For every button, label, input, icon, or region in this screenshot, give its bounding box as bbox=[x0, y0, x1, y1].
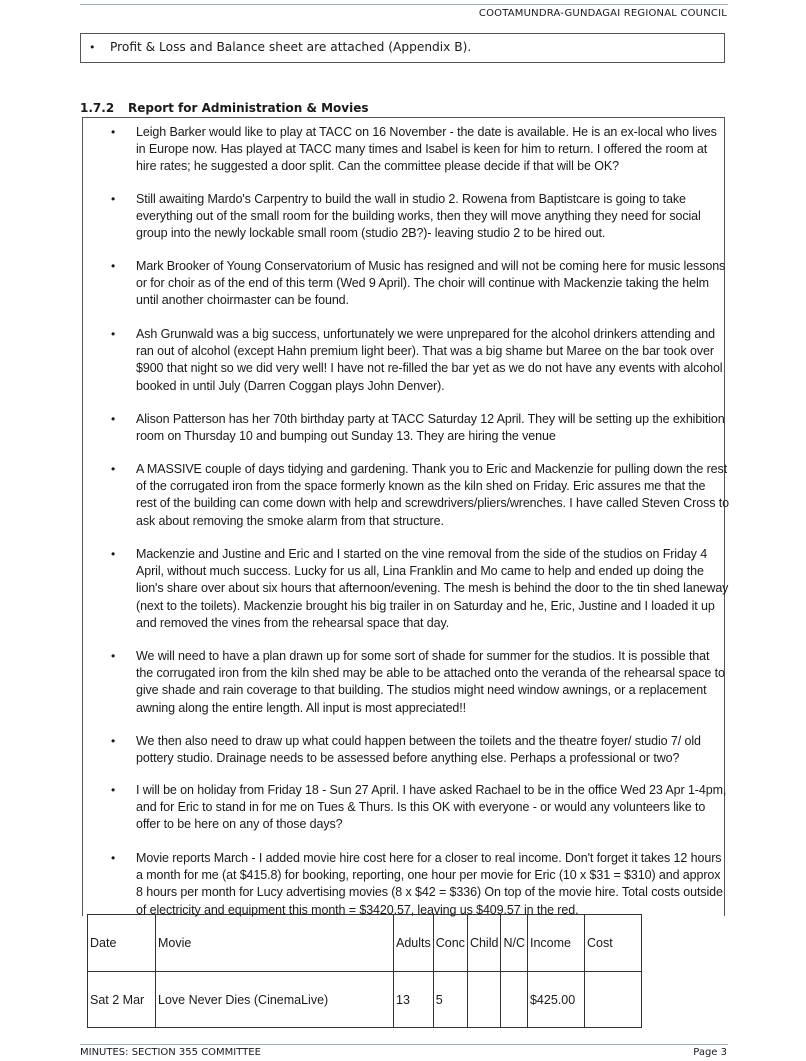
text-line: of electricity and equipment this month = $3420.57, leaving us $409.57 in the red. bbox=[136, 902, 579, 917]
text-line: in Europe now. Has played at TACC many times and Isabel is keen for him to return. I offered the room at bbox=[136, 142, 708, 157]
footer-committee: MINUTES: SECTION 355 COMMITTEE bbox=[80, 1047, 261, 1058]
cell-adults: 13 bbox=[394, 972, 434, 1028]
footer-rule bbox=[80, 1044, 728, 1045]
text-line: A MASSIVE couple of days tidying and gardening. Thank you to Eric and Mackenzie for pulling down the rest bbox=[136, 462, 728, 476]
bullet: • bbox=[111, 851, 116, 865]
list-item-text bbox=[136, 733, 721, 767]
section-number: 1.7.2 bbox=[80, 101, 115, 115]
text-line: Leigh Barker would like to play at TACC on 16 November - the date is available. He is an ex-local who lives bbox=[136, 125, 717, 139]
appendix-note-box bbox=[80, 33, 725, 63]
list-item-text bbox=[136, 411, 725, 445]
cell-date: Sat 2 Mar bbox=[88, 972, 156, 1028]
table-row bbox=[88, 972, 642, 1028]
text-line: a month for me (at $415.8) for booking, reporting, one hour per movie for Eric (10 x $31 = $310) and approx bbox=[136, 868, 721, 883]
text-line: I will be on holiday from Friday 18 - Sun 27 April. I have asked Rachael to be in the office Wed 23 Apr 1-4pm, bbox=[136, 783, 727, 797]
list-item-text bbox=[136, 258, 726, 310]
text-line: and for Eric to stand in for me on Tues & Thurs. Is this OK with everyone - or would any volunteers like to bbox=[136, 800, 706, 815]
text-line: Alison Patterson has her 70th birthday party at TACC Saturday 12 April. They will be setting up the exhibition bbox=[136, 412, 725, 426]
cell-movie: Love Never Dies (CinemaLive) bbox=[156, 972, 394, 1028]
list-item-text bbox=[136, 124, 721, 176]
bullet: • bbox=[111, 259, 116, 273]
text-line: of the corrugated iron from the space formerly known as the kiln shed on Friday. Eric assures me that the bbox=[136, 479, 706, 494]
text-line: We will need to have a plan drawn up for some sort of shade for summer for the studios. It is possible that bbox=[136, 649, 710, 663]
text-line: (next to the toilets). Mackenzie brought his big trailer in on Saturday and he, Eric, Justine and I loaded it up bbox=[136, 598, 715, 613]
council-name: COOTAMUNDRA-GUNDAGAI REGIONAL COUNCIL bbox=[478, 8, 727, 19]
text-line: or for choir as of the end of this term (Wed 9 April). The choir will continue with Mackenzie taking the helm bbox=[136, 276, 709, 291]
text-line: and removed the vines from the rehearsal space that day. bbox=[136, 615, 450, 630]
list-item-text bbox=[136, 191, 721, 243]
text-line: Mark Brooker of Young Conservatorium of Music has resigned and will not be coming here for music lessons bbox=[136, 259, 726, 273]
bullet: • bbox=[111, 125, 116, 139]
list-item-text bbox=[136, 326, 721, 395]
section-title: Report for Administration & Movies bbox=[128, 101, 369, 115]
page-number: Page 3 bbox=[693, 1047, 727, 1058]
report-box bbox=[82, 117, 729, 917]
bullet: • bbox=[111, 327, 116, 341]
text-line: offer to be here on any of those days? bbox=[136, 817, 343, 832]
list-item-text bbox=[136, 648, 725, 717]
text-line: April, without much success. Lucky for us all, Lina Franklin and Mo came to help and ended up doing the bbox=[136, 564, 704, 579]
header-child: Child bbox=[467, 915, 501, 972]
cell-income: $425.00 bbox=[527, 972, 584, 1028]
bullet: • bbox=[111, 462, 116, 476]
cell-child bbox=[467, 972, 501, 1028]
header-rule bbox=[80, 4, 728, 5]
header-cost: Cost bbox=[584, 915, 641, 972]
text-line: awning along the entire length. All input is most appreciated!! bbox=[136, 700, 467, 715]
section-heading bbox=[80, 101, 369, 115]
header-nc: N/C bbox=[501, 915, 528, 972]
text-line: We then also need to draw up what could happen between the toilets and the theatre foyer/ studio 7/ old bbox=[136, 734, 701, 748]
text-line: until another choirmaster can be found. bbox=[136, 293, 349, 308]
bullet: • bbox=[111, 412, 116, 426]
text-line: booked in until July (Darren Coggan plays John Denver). bbox=[136, 378, 445, 393]
text-line: Movie reports March - I added movie hire cost here for a closer to real income. Don't forget it takes 12 hours bbox=[136, 851, 722, 865]
text-line: group into the newly lockable small room (studio 2B?)- leaving studio 2 to be hired out. bbox=[136, 226, 606, 241]
text-line: pottery studio. Drainage needs to be assessed before anything else. Perhaps a professional or two? bbox=[136, 751, 680, 766]
text-line: lion's share over about six hours that afternoon/evening. The mesh is behind the door to the tin shed laneway bbox=[136, 581, 729, 596]
text-line: ran out of alcohol (except Hahn premium light beer). That was a big shame but Maree on the bar took over bbox=[136, 344, 714, 359]
cell-cost bbox=[584, 972, 641, 1028]
table-header-row bbox=[88, 915, 642, 972]
header-adults: Adults bbox=[394, 915, 434, 972]
bullet: • bbox=[111, 734, 116, 748]
text-line: room on Thursday 10 and bumping out Sunday 13. They are hiring the venue bbox=[136, 429, 556, 444]
bullet: • bbox=[111, 649, 116, 663]
list-item-text bbox=[136, 546, 729, 632]
text-line: Ash Grunwald was a big success, unfortunately we were unprepared for the alcohol drinkers attending and bbox=[136, 327, 715, 341]
header-conc: Conc bbox=[433, 915, 467, 972]
header-date: Date bbox=[88, 915, 156, 972]
list-item-text bbox=[136, 850, 721, 919]
bullet: • bbox=[111, 192, 116, 206]
text-line: rest of the building can come down with help and screwdrivers/pliers/wrenches. I have called Steven Cross to bbox=[136, 496, 729, 511]
text-line: hire rates; he suggested a door split. Can the committee please decide if that will be OK? bbox=[136, 159, 619, 174]
cell-conc: 5 bbox=[433, 972, 467, 1028]
list-item-text bbox=[136, 782, 727, 834]
bullet: • bbox=[111, 547, 116, 561]
text-line: $900 that night so we did very well! I have not re-filled the bar yet as we do not have any events with alcohol bbox=[136, 361, 723, 376]
header-income: Income bbox=[527, 915, 584, 972]
cell-nc bbox=[501, 972, 528, 1028]
text-line: 8 hours per month for Lucy advertising movies (8 x $42 = $336) On top of the movie hire. Total costs outside bbox=[136, 885, 723, 900]
list-item-text bbox=[136, 461, 729, 530]
bullet: • bbox=[89, 41, 96, 54]
text-line: ask about removing the smoke alarm from that structure. bbox=[136, 513, 444, 528]
header-movie: Movie bbox=[156, 915, 394, 972]
movie-table bbox=[87, 914, 642, 1028]
text-line: Mackenzie and Justine and Eric and I started on the vine removal from the side of the studios on Friday 4 bbox=[136, 547, 708, 561]
text-line: Still awaiting Mardo's Carpentry to build the wall in studio 2. Rowena from Baptistcare is going to take bbox=[136, 192, 686, 206]
text-line: the corrugated iron from the kiln shed may be able to be attached onto the veranda of the rehearsal space to bbox=[136, 666, 725, 681]
appendix-note-text: Profit & Loss and Balance sheet are attached (Appendix B). bbox=[110, 40, 472, 54]
text-line: everything out of the small room for the building works, then they will move anything they need for social bbox=[136, 209, 701, 224]
bullet: • bbox=[111, 783, 116, 797]
text-line: give shade and rain coverage to that building. The studios might need window awnings, or a replacement bbox=[136, 683, 707, 698]
